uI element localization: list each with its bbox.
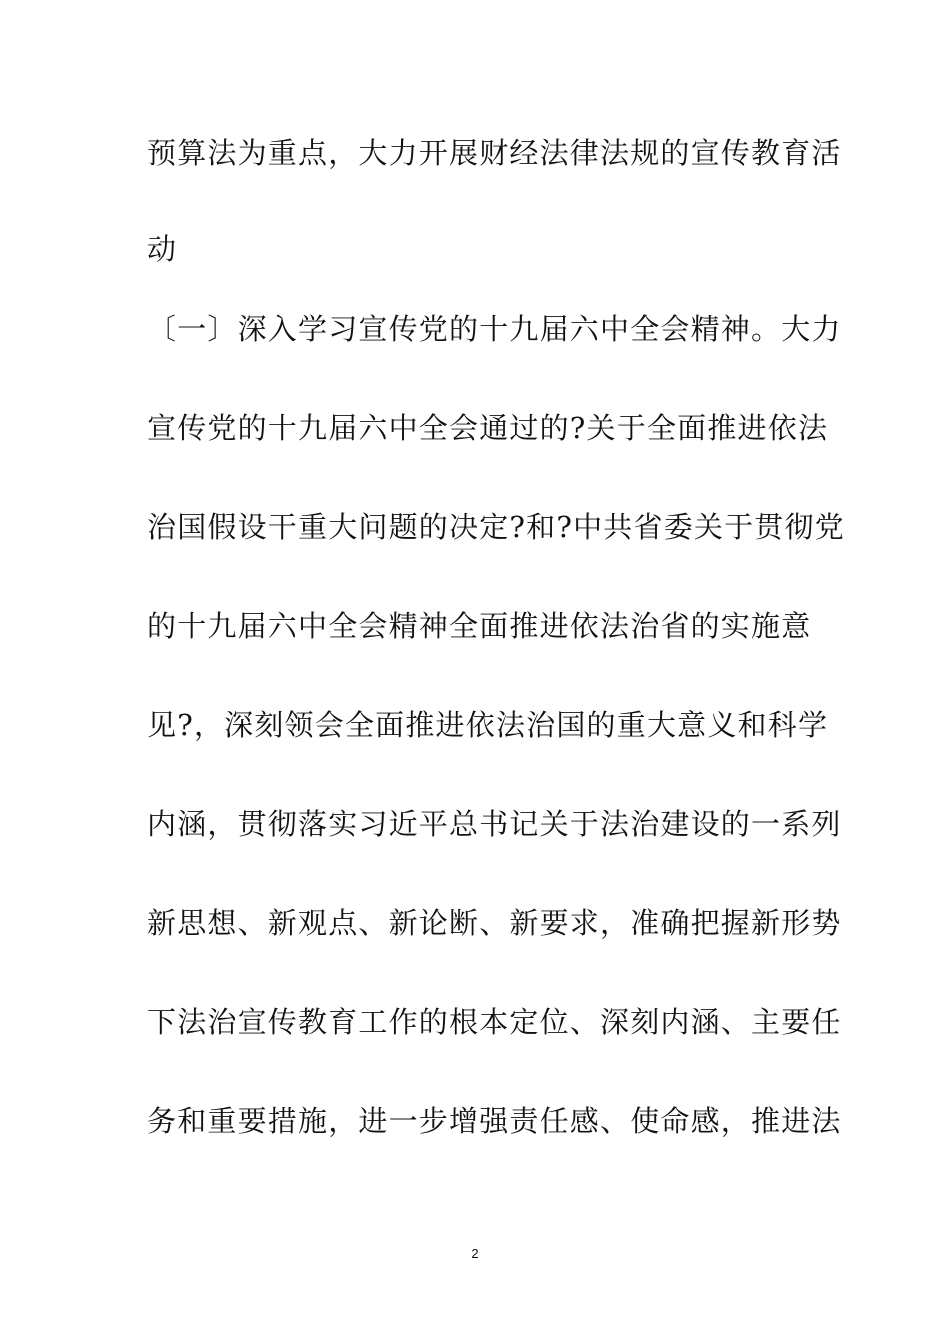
text-line: 〔一〕深入学习宣传党的十九届六中全会精神。大力 — [147, 312, 842, 346]
text-line: 见?，深刻领会全面推进依法治国的重大意义和科学 — [147, 708, 829, 742]
text-line: 的十九届六中全会精神全面推进依法治省的实施意 — [147, 609, 812, 643]
text-line: 新思想、新观点、新论断、新要求，准确把握新形势 — [147, 906, 842, 940]
text-line: 预算法为重点，大力开展财经法律法规的宣传教育活 — [147, 136, 842, 170]
text-line: 治国假设干重大问题的决定?和?中共省委关于贯彻党 — [147, 510, 845, 544]
text-line: 动 — [147, 232, 178, 266]
text-line: 务和重要措施，进一步增强责任感、使命感，推进法 — [147, 1104, 842, 1138]
text-line: 下法治宣传教育工作的根本定位、深刻内涵、主要任 — [147, 1005, 842, 1039]
text-line: 宣传党的十九届六中全会通过的?关于全面推进依法 — [147, 411, 829, 445]
page-number: 2 — [471, 1246, 479, 1261]
text-line: 内涵，贯彻落实习近平总书记关于法治建设的一系列 — [147, 807, 842, 841]
